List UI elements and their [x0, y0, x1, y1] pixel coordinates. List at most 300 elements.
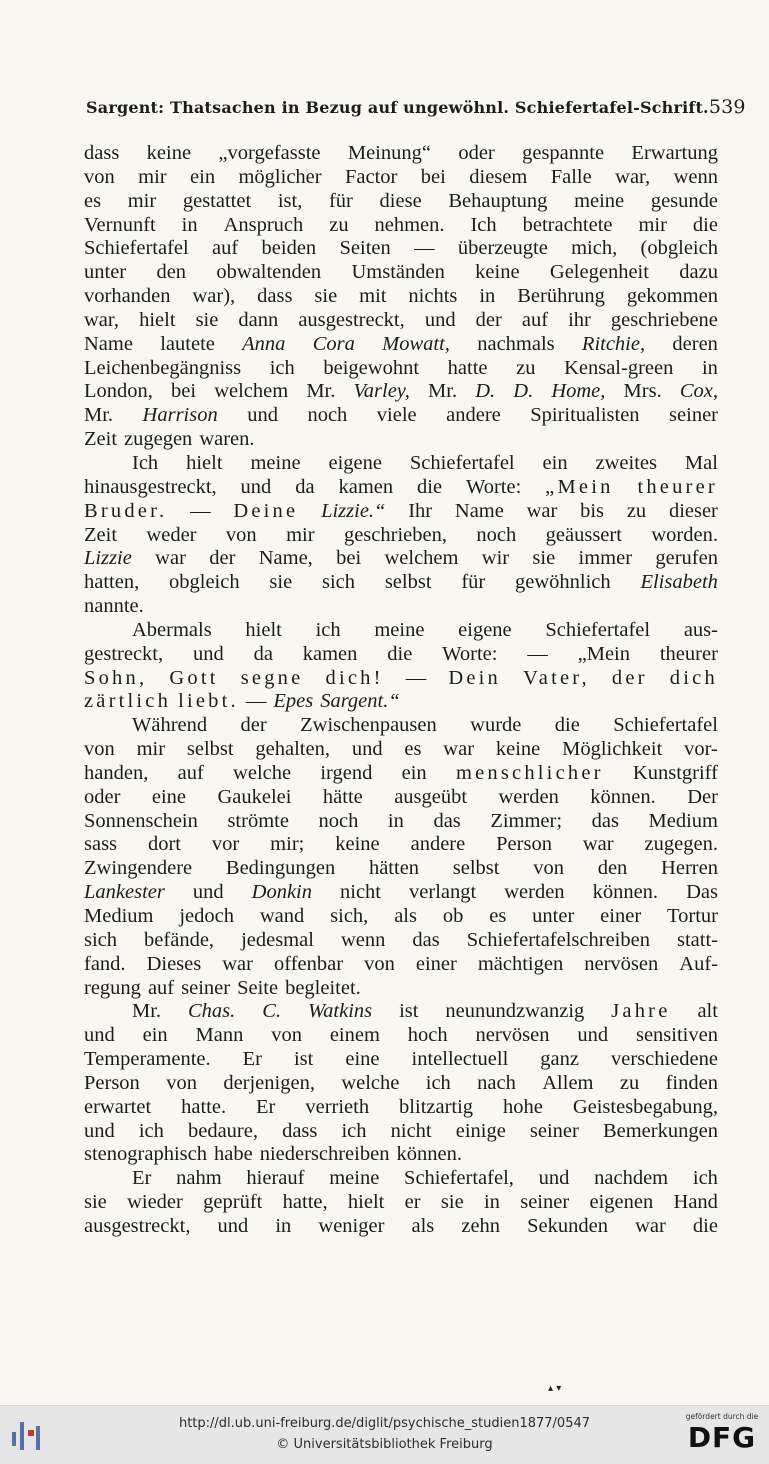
word: verrieth: [305, 1095, 370, 1118]
word: dass: [84, 142, 120, 164]
word: es: [84, 189, 102, 212]
word: mir: [138, 165, 167, 188]
word: Mrs.: [623, 380, 662, 403]
footer-bar: [0, 1405, 769, 1464]
word: Meinung“: [347, 142, 431, 164]
word: das: [591, 809, 619, 832]
word: mir: [638, 213, 667, 236]
word: dich!: [325, 666, 384, 689]
word: Vernunft: [84, 213, 156, 236]
word: in: [701, 356, 718, 379]
word: D.: [475, 380, 496, 403]
word: hinausgestreckt,: [84, 475, 217, 498]
word: Lankester: [84, 881, 165, 904]
word: einige: [455, 1119, 506, 1142]
word: und: [240, 475, 272, 498]
word: er: [404, 1191, 421, 1214]
word: Worte:: [442, 642, 498, 665]
word: ich: [341, 1119, 367, 1142]
text-line: [84, 1143, 718, 1167]
word: Zwischenpausen: [300, 714, 437, 737]
word: menschlicher: [455, 761, 604, 784]
word: dich: [669, 666, 718, 689]
text-line: [84, 190, 718, 214]
text-line: [84, 404, 718, 428]
word: hielt: [245, 618, 282, 641]
word: gekommen: [626, 285, 718, 308]
word: ich: [692, 1167, 718, 1190]
text-line: [84, 500, 718, 524]
word: andere: [446, 404, 501, 427]
word: noch: [318, 809, 359, 832]
word: es: [404, 738, 422, 761]
word: Er: [256, 1095, 276, 1118]
word: „Mein: [577, 642, 630, 665]
word: verlangt: [409, 881, 477, 904]
word: Lizzie.“: [321, 499, 386, 522]
word: hatte.: [181, 1095, 227, 1118]
word: gehalten,: [255, 738, 330, 761]
word: von: [271, 1024, 302, 1047]
word: —: [414, 237, 435, 260]
word: welchem: [214, 380, 289, 403]
word: sich: [321, 571, 356, 594]
word: Mann: [195, 1024, 244, 1047]
text-line: [84, 285, 718, 309]
word: strömte: [227, 809, 289, 832]
word: finden: [665, 1071, 718, 1094]
word: Kunstgriff: [632, 761, 718, 784]
word: stenographisch: [84, 1143, 207, 1166]
word: und: [577, 1024, 609, 1047]
word: Schiefertafelschreiben: [466, 928, 650, 951]
text-line: [84, 571, 718, 595]
word: hielt: [186, 451, 223, 474]
word: war,: [84, 308, 120, 331]
word: nehmen.: [374, 213, 445, 236]
word: nannte.: [84, 595, 144, 618]
word: hatten,: [84, 571, 140, 594]
word: als: [411, 1214, 435, 1237]
text-line: [84, 428, 718, 452]
word: ich: [425, 1071, 451, 1094]
word: D.: [513, 380, 534, 403]
word: zugegen: [124, 428, 193, 451]
word: zu: [516, 356, 536, 379]
word: wir: [481, 547, 510, 570]
dfg-wordmark: DFG: [687, 1421, 757, 1454]
word: von: [225, 523, 257, 546]
word: verschiedene: [610, 1048, 718, 1071]
word: Mr.: [84, 404, 114, 427]
word: ich: [138, 1119, 164, 1142]
word: meine: [574, 189, 625, 212]
word: von: [166, 1071, 197, 1094]
text-line: [84, 1120, 718, 1144]
word: einem: [329, 1024, 380, 1047]
word: in: [479, 285, 496, 308]
word: geschriebene: [610, 308, 718, 331]
word: weniger: [318, 1214, 385, 1237]
word: sich,: [330, 905, 369, 927]
word: mit: [359, 285, 387, 308]
word: viele: [376, 404, 417, 427]
word: gesunde: [650, 189, 718, 212]
word: sie: [314, 285, 338, 308]
word: Mr.: [428, 380, 458, 403]
word: zu: [329, 213, 349, 236]
text-line: [84, 1191, 718, 1215]
word: Medium: [648, 809, 718, 832]
word: seiner: [520, 1191, 570, 1214]
word: Tortur: [667, 905, 718, 927]
word: zehn: [461, 1214, 501, 1237]
word: wurde: [470, 714, 522, 737]
word: ob: [442, 905, 464, 927]
word: Berührung: [517, 285, 605, 308]
word: Donkin: [251, 881, 312, 904]
word: Worte:: [465, 475, 522, 498]
word: bis: [580, 499, 605, 522]
word: nicht: [390, 1119, 432, 1142]
word: als: [394, 905, 417, 927]
word: bei: [336, 547, 362, 570]
word: Geistesbegabung,: [572, 1095, 718, 1118]
word: eigene: [328, 451, 382, 474]
word: Name,: [258, 547, 313, 570]
word: nach: [477, 1071, 516, 1094]
word: die: [554, 714, 580, 737]
word: lautete: [160, 332, 215, 355]
word: hierauf: [246, 1167, 305, 1190]
word: hätte: [322, 785, 363, 808]
word: nachmals: [477, 332, 555, 355]
word: Gott: [169, 666, 219, 689]
word: Medium: [84, 905, 154, 927]
text-line: [84, 977, 718, 1001]
word: Bedingungen: [225, 857, 336, 880]
word: Dieses: [146, 952, 202, 975]
word: ein: [542, 451, 568, 474]
word: Zimmer;: [490, 809, 563, 832]
word: —: [190, 499, 211, 522]
word: Spiritualisten: [530, 404, 640, 427]
word: Jahre: [611, 1000, 671, 1023]
word: Home,: [551, 380, 606, 403]
text-line: [84, 690, 718, 714]
word: Zwingendere: [84, 857, 193, 880]
header-title: Sargent: Thatsachen in Bezug auf ungewöhnl. Schiefertafel-Schrift.: [86, 98, 709, 117]
word: können.: [590, 785, 656, 808]
word: begleitet.: [285, 976, 361, 999]
word: hatte,: [282, 1191, 328, 1214]
text-line: [84, 953, 718, 977]
word: in: [387, 809, 404, 832]
word: sie: [440, 1191, 464, 1214]
word: und: [84, 1119, 115, 1142]
word: unter: [532, 905, 575, 927]
word: neunundzwanzig: [445, 1000, 585, 1023]
word: der: [240, 714, 267, 737]
word: Hand: [673, 1191, 718, 1214]
word: Sohn,: [84, 666, 148, 689]
word: hohe: [503, 1095, 543, 1118]
word: oder: [458, 142, 495, 164]
word: London,: [84, 380, 153, 403]
word: bei: [420, 165, 446, 188]
word: offenbar: [274, 952, 344, 975]
word: können.: [592, 881, 659, 904]
text-line: [84, 619, 718, 643]
word: unter: [84, 261, 127, 284]
word: meine: [329, 1167, 380, 1190]
word: Bemerkungen: [602, 1119, 718, 1142]
word: keine: [335, 833, 380, 856]
word: auf: [521, 308, 549, 331]
text-line: [84, 833, 718, 857]
word: geprüft: [203, 1191, 263, 1214]
word: in: [483, 1191, 500, 1214]
word: deren: [672, 332, 718, 355]
text-line: [84, 714, 718, 738]
text-line: [84, 1024, 718, 1048]
word: sie: [195, 308, 219, 331]
word: statt-: [677, 928, 718, 951]
text-line: [84, 857, 718, 881]
dfg-funded-text: gefördert durch die: [685, 1412, 759, 1421]
word: Ihr: [408, 499, 433, 522]
dfg-logo[interactable]: [681, 1412, 763, 1460]
word: liebt.: [178, 690, 239, 713]
word: Zeit: [84, 428, 118, 451]
word: seiner: [181, 976, 231, 999]
word: nicht: [340, 881, 382, 904]
word: da: [295, 475, 315, 498]
word: habe: [213, 1143, 253, 1166]
word: gespannte: [522, 142, 605, 164]
word: welchem: [384, 547, 459, 570]
word: nichts: [408, 285, 458, 308]
word: für: [328, 189, 353, 212]
word: hoch: [407, 1024, 448, 1047]
word: der: [611, 666, 648, 689]
word: Person: [496, 833, 552, 856]
text-line: [84, 309, 718, 333]
word: Herren: [661, 857, 718, 880]
word: ein: [401, 761, 427, 784]
text-line: [84, 357, 718, 381]
word: ein: [142, 1024, 168, 1047]
word: und: [538, 1167, 570, 1190]
word: den: [597, 857, 628, 880]
word: hätten: [368, 857, 420, 880]
word: Gaukelei: [217, 785, 292, 808]
text-line: [84, 1048, 718, 1072]
word: mir: [136, 738, 166, 761]
word: Chas.: [188, 1000, 236, 1023]
word: war: [222, 952, 253, 975]
word: vorhanden: [84, 285, 171, 308]
word: Name: [454, 499, 504, 522]
word: Ritchie,: [581, 332, 646, 355]
word: —: [245, 690, 267, 713]
word: Sargent.“: [320, 690, 400, 713]
word: sensitiven: [635, 1024, 718, 1047]
word: der: [209, 547, 236, 570]
word: war: [155, 547, 186, 570]
word: Der: [687, 785, 718, 808]
text-line: [84, 667, 718, 691]
word: war: [582, 833, 614, 856]
word: meine: [250, 451, 301, 474]
text-line: [84, 1167, 718, 1191]
word: für: [461, 571, 486, 594]
word: werden: [498, 785, 559, 808]
word: beigewohnt: [323, 356, 420, 379]
word: theurer: [659, 642, 718, 665]
text-line: [84, 1096, 718, 1120]
word: Dein: [448, 666, 501, 689]
word: C.: [262, 1000, 282, 1023]
word: nervösen: [584, 952, 659, 975]
word: Schiefertafel: [409, 451, 515, 474]
word: Sekunden: [527, 1214, 608, 1237]
word: intellectuell: [411, 1048, 509, 1071]
word: niederschreiben: [259, 1143, 390, 1166]
word: sie: [532, 547, 556, 570]
word: von: [364, 952, 395, 975]
word: alt: [697, 1000, 718, 1023]
word: theurer: [637, 475, 718, 498]
word: möglicher: [238, 165, 322, 188]
word: andere: [410, 833, 466, 856]
word: irgend: [320, 761, 373, 784]
word: einer: [415, 952, 457, 975]
word: der: [475, 308, 502, 331]
word: worden.: [651, 523, 718, 546]
word: die: [692, 1214, 718, 1237]
word: und: [84, 1024, 115, 1047]
word: Watkins: [307, 1000, 373, 1023]
text-line: [84, 166, 718, 190]
printer-marks: ▴ ▾: [548, 1383, 562, 1394]
word: Anspruch: [223, 213, 304, 236]
word: ich: [269, 356, 295, 379]
word: gestreckt,: [84, 642, 164, 665]
word: Harrison: [142, 404, 218, 427]
text-line: [84, 810, 718, 834]
word: Seite: [237, 976, 279, 999]
word: sie: [84, 1191, 107, 1214]
source-url-link[interactable]: http://dl.ub.uni-freiburg.de/diglit/psychische_studien1877/0547: [178, 1416, 591, 1431]
word: Auf-: [679, 952, 718, 975]
word: selbst: [452, 857, 500, 880]
word: „Mein: [545, 475, 614, 498]
word: beiden: [261, 237, 317, 260]
word: Gelegenheit: [549, 261, 649, 284]
word: aus-: [683, 618, 718, 641]
word: können.: [396, 1143, 462, 1166]
word: selbst: [186, 738, 234, 761]
word: das: [433, 809, 461, 832]
word: mir: [286, 523, 315, 546]
word: zugegen.: [644, 833, 718, 856]
word: eine: [345, 1048, 380, 1071]
word: Allem: [542, 1071, 594, 1094]
word: ausgeübt: [394, 785, 468, 808]
word: es: [489, 905, 507, 927]
word: war),: [192, 285, 236, 308]
word: und: [351, 738, 383, 761]
word: Leichenbegängniss: [84, 356, 242, 379]
word: vor: [211, 833, 240, 856]
text-line: [84, 905, 718, 929]
text-line: [84, 237, 718, 261]
word: in: [181, 213, 198, 236]
text-line: [84, 929, 718, 953]
word: eigene: [458, 618, 512, 641]
word: segne: [240, 666, 304, 689]
text-line: [84, 595, 718, 619]
text-line: [84, 1215, 718, 1239]
word: gerufen: [655, 547, 718, 570]
word: hatte: [447, 356, 488, 379]
word: meine: [374, 618, 425, 641]
word: war: [443, 738, 475, 761]
word: sie: [269, 571, 293, 594]
word: Er: [242, 1048, 262, 1071]
word: seiner: [669, 404, 718, 427]
copyright-text: © Universitätsbibliothek Freiburg: [276, 1437, 493, 1452]
word: noch: [307, 404, 348, 427]
word: ist: [293, 1048, 314, 1071]
word: Sonnenschein: [84, 809, 198, 832]
word: die: [417, 475, 443, 498]
word: fand.: [84, 952, 126, 975]
text-line: [84, 261, 718, 285]
word: das: [412, 928, 440, 951]
text-line: [84, 380, 718, 404]
word: mich,: [571, 237, 618, 260]
word: auf: [177, 761, 204, 784]
word: Factor: [345, 165, 398, 188]
word: diesem: [469, 165, 528, 188]
word: zärtlich: [84, 690, 172, 713]
word: Seiten: [339, 237, 391, 260]
word: Während: [132, 714, 208, 737]
word: Epes: [273, 690, 314, 713]
word: Vater,: [523, 666, 590, 689]
word: keine: [495, 738, 541, 761]
word: keine: [146, 142, 192, 164]
word: war,: [615, 165, 651, 188]
word: gestattet: [182, 189, 252, 212]
word: Erwartung: [631, 142, 718, 164]
word: obwaltenden: [216, 261, 322, 284]
word: Mowatt,: [382, 332, 450, 355]
word: keine: [475, 261, 520, 284]
running-header: [86, 96, 746, 124]
word: dieser: [668, 499, 718, 522]
word: ist,: [277, 189, 303, 212]
word: Das: [686, 881, 718, 904]
word: Bruder.: [84, 499, 168, 522]
text-line: [84, 476, 718, 500]
word: auf: [147, 976, 175, 999]
word: zu: [619, 1071, 640, 1094]
word: Ich: [470, 213, 497, 236]
word: jedesmal: [241, 928, 314, 951]
